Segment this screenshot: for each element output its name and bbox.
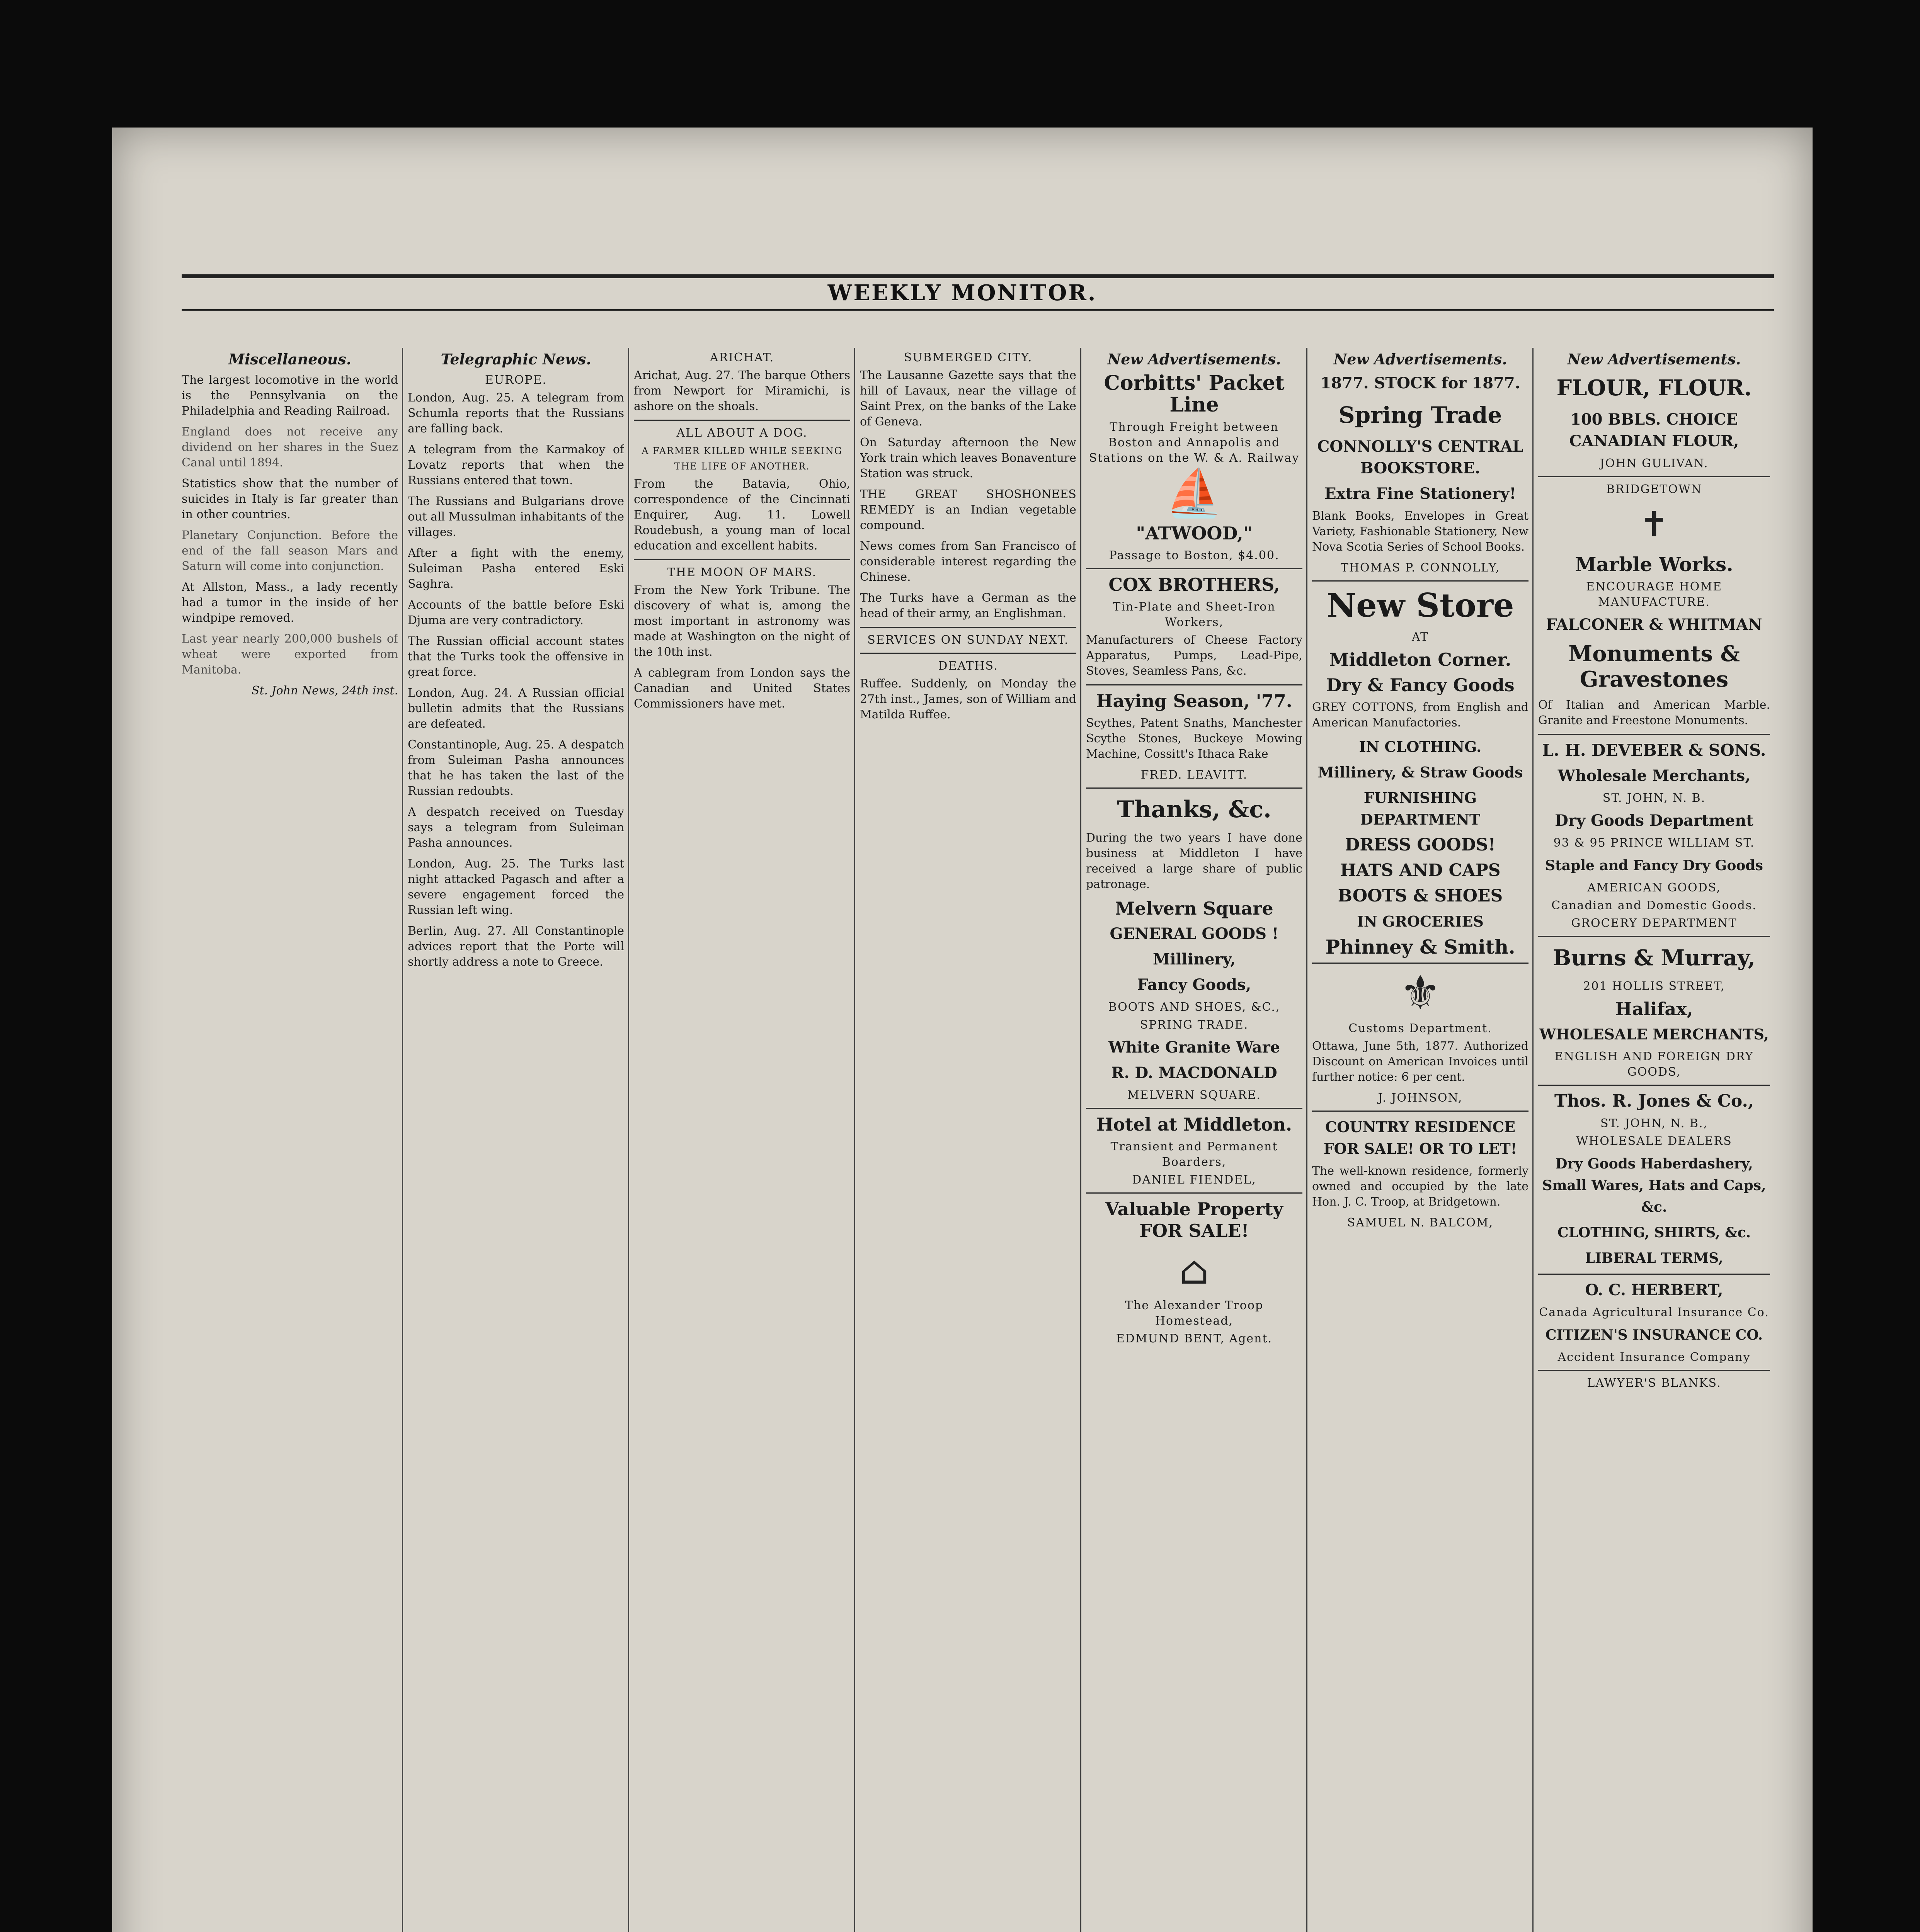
- ad-subtitle: 100 BBLS. CHOICE CANADIAN FLOUR,: [1569, 410, 1739, 450]
- ad-title: L. H. DEVEBER & SONS.: [1542, 741, 1766, 760]
- article-paragraph: News comes from San Francisco of considerable interest regarding the Chinese.: [860, 539, 1076, 584]
- ad-subtitle: GENERAL GOODS !: [1110, 925, 1279, 943]
- ad-body: Manufacturers of Cheese Factory Apparatus, Pumps, Lead-Pipe, Stoves, Seamless Pans, &c.: [1086, 633, 1302, 678]
- section-rule: [860, 627, 1076, 628]
- ad-title: Hotel at Middleton.: [1096, 1114, 1292, 1135]
- article-paragraph: A despatch received on Tuesday says a telegram from Suleiman Pasha announces.: [408, 805, 624, 850]
- ad-subtitle: Wholesale Merchants,: [1557, 767, 1751, 785]
- ad-body: Transient and Permanent Boarders,: [1110, 1140, 1278, 1169]
- ad-line: Fancy Goods,: [1137, 976, 1251, 994]
- ad-signature: FRED. LEAVITT.: [1140, 768, 1248, 782]
- ad-title: O. C. HERBERT,: [1585, 1281, 1723, 1299]
- ad-body: ENGLISH AND FOREIGN DRY GOODS,: [1554, 1050, 1754, 1079]
- column-divider: [1306, 348, 1307, 1932]
- article-paragraph: Last year nearly 200,000 bushels of wheat were exported from Manitoba.: [182, 632, 398, 677]
- column-heading: New Advertisements.: [1107, 350, 1281, 368]
- ad-line: Millinery,: [1152, 950, 1236, 968]
- ad-title: Thos. R. Jones & Co.,: [1554, 1091, 1754, 1111]
- article-paragraph: The Russian official account states that the Turks took the offensive in great force.: [408, 634, 624, 679]
- ad-subtitle: WHOLESALE MERCHANTS,: [1539, 1026, 1769, 1043]
- ad-body: Of Italian and American Marble. Granite and Freestone Monuments.: [1538, 698, 1770, 727]
- ad-body: Dry Goods Haberdashery, Small Wares, Hats and Caps, &c.: [1542, 1156, 1766, 1215]
- ad-line: BOOTS & SHOES: [1338, 886, 1503, 906]
- column-ads-5: [1086, 348, 1302, 1932]
- article-paragraph: The largest locomotive in the world is the Pennsylvania on the Philadelphia and Reading Railroad.: [182, 373, 398, 418]
- ad-rule: [1086, 684, 1302, 685]
- monument-icon: ✝: [1639, 504, 1669, 545]
- house-icon: ⌂: [1179, 1248, 1209, 1293]
- ad-place: Melvern Square: [1115, 898, 1273, 919]
- article-paragraph: A telegram from the Karmakoy of Lovatz reports that when the Russians entered that town.: [408, 443, 624, 487]
- column-miscellaneous: [182, 348, 398, 1932]
- masthead-rule-bottom: [182, 309, 1774, 311]
- ad-address: 93 & 95 PRINCE WILLIAM ST.: [1553, 836, 1755, 850]
- ad-store-name: CONNOLLY'S CENTRAL BOOKSTORE.: [1317, 437, 1523, 477]
- section-heading: THE MOON OF MARS.: [667, 566, 817, 579]
- ad-signature: JOHN GULIVAN.: [1600, 457, 1709, 470]
- ad-body: During the two years I have done business at Middleton I have received a large share of public patronage.: [1086, 831, 1302, 891]
- column-divider: [854, 348, 855, 1932]
- ad-big-title: Monuments & Gravestones: [1568, 641, 1740, 692]
- ad-rule: [1086, 787, 1302, 789]
- ad-title: Valuable Property FOR SALE!: [1105, 1199, 1283, 1241]
- ad-place: BRIDGETOWN: [1606, 483, 1702, 496]
- ad-line: Millinery, & Straw Goods: [1317, 764, 1523, 781]
- article-paragraph: Accounts of the battle before Eski Djuma are very contradictory.: [408, 598, 624, 627]
- ship-icon: ⛵: [1165, 466, 1223, 520]
- article-paragraph: From the Batavia, Ohio, correspondence of the Cincinnati Enquirer, Aug. 11. Lowell Roudebush, a young man of local education and excellent habits.: [634, 477, 850, 553]
- ad-title: FLOUR, FLOUR.: [1556, 375, 1752, 401]
- article-paragraph: England does not receive any dividend on her shares in the Suez Canal until 1894.: [182, 425, 398, 469]
- column-ads-7: [1538, 348, 1770, 1932]
- ad-line: HATS AND CAPS: [1340, 861, 1501, 880]
- ad-line: Staple and Fancy Dry Goods: [1545, 857, 1763, 874]
- section-subheading: A FARMER KILLED WHILE SEEKING THE LIFE OF ANOTHER.: [642, 446, 843, 472]
- ad-title: Customs Department.: [1348, 1022, 1492, 1035]
- ad-banner: 1877. STOCK for 1877.: [1320, 374, 1520, 392]
- ad-line: GROCERY DEPARTMENT: [1571, 917, 1737, 930]
- section-heading: DEATHS.: [938, 659, 998, 673]
- article-paragraph: The Russians and Bulgarians drove out all Mussulman inhabitants of the villages.: [408, 495, 624, 539]
- ad-line: FURNISHING DEPARTMENT: [1360, 789, 1481, 828]
- ad-body: GREY COTTONS, from English and American Manufactories.: [1312, 701, 1529, 730]
- ad-rule: [1538, 1274, 1770, 1275]
- article-paragraph: London, Aug. 25. A telegram from Schumla reports that the Russians are falling back.: [408, 391, 624, 435]
- ad-department: Dry Goods Department: [1555, 811, 1753, 830]
- ad-signature: EDMUND BENT, Agent.: [1116, 1332, 1273, 1345]
- masthead-title: WEEKLY MONITOR.: [827, 280, 1097, 306]
- article-paragraph: Berlin, Aug. 27. All Constantinople advices report that the Porte will shortly address a note to Greece.: [408, 924, 624, 969]
- columns-container: [182, 348, 1774, 1932]
- column-heading: Miscellaneous.: [228, 350, 352, 368]
- article-paragraph: London, Aug. 25. The Turks last night attacked Pagasch and after a severe engagement forced the Russian left wing.: [408, 857, 624, 917]
- ad-title: COX BROTHERS,: [1108, 574, 1280, 595]
- ad-body: Blank Books, Envelopes in Great Variety, Fashionable Stationery, New Nova Scotia Series of School Books.: [1312, 509, 1529, 554]
- article-paragraph: At Allston, Mass., a lady recently had a tumor in the inside of her windpipe removed.: [182, 580, 398, 625]
- ad-signature: R. D. MACDONALD: [1111, 1064, 1277, 1082]
- article-paragraph: After a fight with the enemy, Suleiman Pasha entered Eski Saghra.: [408, 546, 624, 591]
- ad-rule: [1086, 568, 1302, 569]
- section-heading: SERVICES ON SUNDAY NEXT.: [867, 633, 1069, 647]
- ad-signature: J. JOHNSON,: [1378, 1091, 1463, 1105]
- ad-company: Accident Insurance Company: [1557, 1350, 1751, 1364]
- ad-title: Spring Trade: [1338, 402, 1502, 428]
- column-heading: Telegraphic News.: [441, 350, 591, 368]
- article-paragraph: A cablegram from London says the Canadian and United States Commissioners have met.: [634, 666, 850, 711]
- ad-subtitle: Through Freight between Boston and Annapolis and Stations on the W. & A. Railway: [1089, 420, 1300, 465]
- ad-line: AMERICAN GOODS,: [1587, 881, 1721, 895]
- ad-rule: [1086, 1192, 1302, 1194]
- ad-signature: THOMAS P. CONNOLLY,: [1340, 561, 1500, 575]
- ad-rule: [1538, 734, 1770, 735]
- column-heading: New Advertisements.: [1567, 350, 1741, 368]
- ad-rule: [1538, 1085, 1770, 1086]
- article-paragraph: From the New York Tribune. The discovery of what is, among the most important in astronomy was made at Washington on the night of the 10th inst.: [634, 583, 850, 659]
- ad-signature: SAMUEL N. BALCOM,: [1347, 1216, 1494, 1230]
- article-paragraph: Constantinople, Aug. 25. A despatch from Suleiman Pasha announces that he has taken the last of the Russian redoubts.: [408, 738, 624, 798]
- section-heading: ARICHAT.: [710, 351, 774, 364]
- newspaper-page: [112, 128, 1813, 1932]
- column-heading: New Advertisements.: [1333, 350, 1507, 368]
- ad-line: SPRING TRADE.: [1140, 1018, 1249, 1032]
- article-paragraph: London, Aug. 24. A Russian official bulletin admits that the Russians are defeated.: [408, 686, 624, 731]
- ad-subtitle: ENCOURAGE HOME MANUFACTURE.: [1586, 580, 1722, 609]
- ad-subtitle: Dry & Fancy Goods: [1326, 675, 1515, 696]
- ad-body: The Alexander Troop Homestead,: [1125, 1299, 1264, 1328]
- ad-rule: [1538, 1370, 1770, 1371]
- section-rule: [860, 653, 1076, 654]
- ad-signature: Phinney & Smith.: [1325, 935, 1515, 958]
- ad-at: AT: [1411, 630, 1429, 644]
- column-divider: [1080, 348, 1081, 1932]
- ad-place: Halifax,: [1615, 998, 1693, 1019]
- ad-rule: [1312, 963, 1529, 964]
- ad-body: Ottawa, June 5th, 1877. Authorized Discount on American Invoices until further notice: 6 per cent.: [1312, 1039, 1529, 1084]
- ad-line: BOOTS AND SHOES, &C.,: [1108, 1000, 1280, 1014]
- section-heading: ALL ABOUT A DOG.: [676, 426, 808, 440]
- ad-signature: DANIEL FIENDEL,: [1132, 1173, 1256, 1187]
- ad-line: IN GROCERIES: [1357, 913, 1484, 930]
- column-divider: [402, 348, 403, 1932]
- ad-rule: [1538, 936, 1770, 937]
- column-ads-6: [1312, 348, 1529, 1932]
- column-news-3: [634, 348, 850, 1932]
- ad-rule: [1312, 580, 1529, 582]
- section-rule: [634, 420, 850, 421]
- column-divider: [628, 348, 629, 1932]
- ad-address: 201 HOLLIS STREET,: [1583, 980, 1725, 993]
- article-paragraph: THE GREAT SHOSHONEES REMEDY is an Indian vegetable compound.: [860, 488, 1076, 532]
- ad-subtitle: Extra Fine Stationery!: [1324, 485, 1516, 503]
- coat-of-arms-icon: ⚜: [1399, 966, 1441, 1020]
- section-rule: [634, 559, 850, 560]
- ad-title: Haying Season, '77.: [1096, 690, 1292, 711]
- ad-line: IN CLOTHING.: [1359, 738, 1482, 755]
- ad-rule: [1538, 476, 1770, 477]
- ad-title: COUNTRY RESIDENCE FOR SALE! OR TO LET!: [1323, 1118, 1517, 1157]
- ad-place: Middleton Corner.: [1329, 649, 1511, 670]
- article-paragraph: The Lausanne Gazette says that the hill of Lavaux, near the village of Saint Prex, on the banks of the Lake of Geneva.: [860, 369, 1076, 429]
- ad-title: New Store: [1326, 586, 1514, 624]
- section-subheading: EUROPE.: [485, 373, 547, 387]
- article-paragraph: The Turks have a German as the head of their army, an Englishman.: [860, 591, 1076, 620]
- ad-place: MELVERN SQUARE.: [1127, 1088, 1261, 1102]
- ad-line: CLOTHING, SHIRTS, &c.: [1557, 1225, 1751, 1241]
- ad-fare: Passage to Boston, $4.00.: [1109, 549, 1280, 562]
- section-heading: SUBMERGED CITY.: [904, 351, 1033, 364]
- ad-line: White Granite Ware: [1108, 1038, 1280, 1056]
- ad-line: LIBERAL TERMS,: [1585, 1250, 1723, 1266]
- ad-subtitle: Canada Agricultural Insurance Co.: [1539, 1306, 1769, 1319]
- ad-subtitle: WHOLESALE DEALERS: [1576, 1134, 1732, 1148]
- article-signature: St. John News, 24th inst.: [251, 684, 398, 697]
- article-paragraph: Planetary Conjunction. Before the end of the fall season Mars and Saturn will come into conjunction.: [182, 529, 398, 573]
- ad-title: Marble Works.: [1575, 553, 1733, 576]
- ad-title: Thanks, &c.: [1117, 796, 1271, 823]
- article-paragraph: Statistics show that the number of suicides in Italy is far greater than in other countries.: [182, 477, 398, 521]
- ad-ship-name: "ATWOOD,": [1136, 523, 1253, 544]
- column-divider: [1532, 348, 1534, 1932]
- ad-title: LAWYER'S BLANKS.: [1587, 1376, 1721, 1390]
- ad-body: Scythes, Patent Snaths, Manchester Scythe Stones, Buckeye Mowing Machine, Cossitt's Ithaca Rake: [1086, 716, 1302, 761]
- ad-place: ST. JOHN, N. B.: [1602, 791, 1706, 805]
- article-paragraph: On Saturday afternoon the New York train which leaves Bonaventure Station was struck.: [860, 436, 1076, 480]
- article-paragraph: Ruffee. Suddenly, on Monday the 27th inst., James, son of William and Matilda Ruffee.: [860, 677, 1076, 721]
- masthead-rule-top: [182, 274, 1774, 278]
- ad-line: DRESS GOODS!: [1345, 835, 1496, 855]
- column-telegraphic-news: [408, 348, 624, 1932]
- ad-names: FALCONER & WHITMAN: [1546, 616, 1762, 634]
- ad-place: ST. JOHN, N. B.,: [1600, 1117, 1708, 1130]
- ad-line: Canadian and Domestic Goods.: [1551, 899, 1757, 912]
- ad-subtitle: Tin-Plate and Sheet-Iron Workers,: [1113, 600, 1276, 629]
- ad-title: Burns & Murray,: [1552, 945, 1755, 971]
- ad-rule: [1312, 1111, 1529, 1112]
- article-paragraph: Arichat, Aug. 27. The barque Others from Newport for Miramichi, is ashore on the shoals.: [634, 369, 850, 413]
- ad-title: Corbitts' Packet Line: [1104, 371, 1285, 417]
- ad-rule: [1086, 1108, 1302, 1109]
- column-news-4: [860, 348, 1076, 1932]
- ad-company: CITIZEN'S INSURANCE CO.: [1545, 1327, 1763, 1343]
- ad-body: The well-known residence, formerly owned and occupied by the late Hon. J. C. Troop, at Bridgetown.: [1312, 1164, 1529, 1209]
